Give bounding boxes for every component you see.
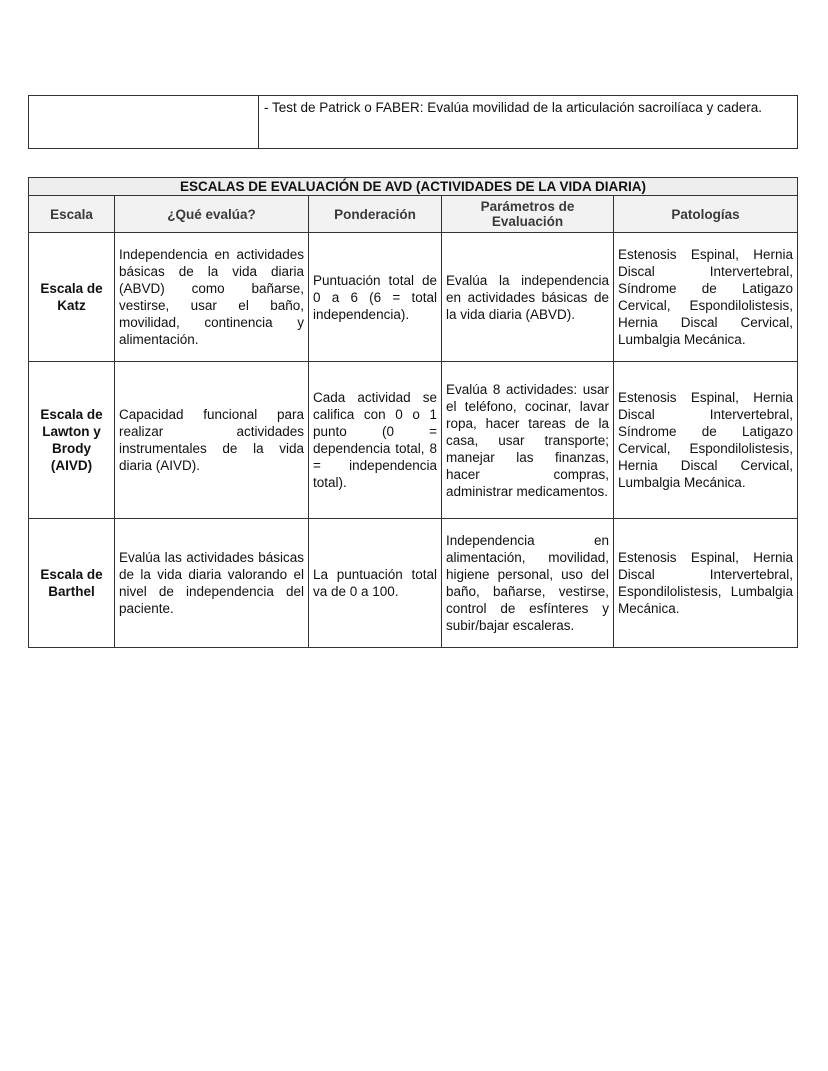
header-escala: Escala [29, 196, 115, 233]
table-title-row [29, 178, 798, 196]
ponderacion-cell: Cada actividad se califica con 0 o 1 punto (0 = dependencia total, 8 = independencia total). [309, 362, 442, 519]
patologias-cell: Estenosis Espinal, Hernia Discal Intervertebral, Síndrome de Latigazo Cervical, Espondilolistesis, Hernia Discal Cervical, Lumbalgia Mecánica. [614, 362, 798, 519]
scale-name: Escala de Lawton y Brody (AIVD) [29, 362, 115, 519]
que-evalua-cell: Evalúa las actividades básicas de la vida diaria valorando el nivel de independencia del paciente. [115, 519, 309, 648]
header-patologias: Patologías [614, 196, 798, 233]
table-header-row [29, 196, 798, 233]
previous-table-fragment [28, 95, 798, 149]
patrick-faber-test-cell: - Test de Patrick o FABER: Evalúa movilidad de la articulación sacroilíaca y cadera. [259, 96, 798, 149]
table-title: ESCALAS DE EVALUACIÓN DE AVD (ACTIVIDADES DE LA VIDA DIARIA) [29, 178, 798, 196]
ponderacion-cell: Puntuación total de 0 a 6 (6 = total independencia). [309, 233, 442, 362]
header-parametros: Parámetros de Evaluación [442, 196, 614, 233]
scale-name: Escala de Barthel [29, 519, 115, 648]
scale-name: Escala de Katz [29, 233, 115, 362]
table-row [29, 233, 798, 362]
avd-scales-table [28, 177, 798, 648]
header-ponderacion: Ponderación [309, 196, 442, 233]
empty-cell [29, 96, 259, 149]
parametros-cell: Evalúa la independencia en actividades básicas de la vida diaria (ABVD). [442, 233, 614, 362]
table-row [29, 362, 798, 519]
ponderacion-cell: La puntuación total va de 0 a 100. [309, 519, 442, 648]
parametros-cell: Independencia en alimentación, movilidad, higiene personal, uso del baño, bañarse, vestirse, control de esfínteres y subir/bajar escaleras. [442, 519, 614, 648]
patologias-cell: Estenosis Espinal, Hernia Discal Intervertebral, Síndrome de Latigazo Cervical, Espondilolistesis, Hernia Discal Cervical, Lumbalgia Mecánica. [614, 233, 798, 362]
header-que-evalua: ¿Qué evalúa? [115, 196, 309, 233]
table-row [29, 96, 798, 149]
que-evalua-cell: Capacidad funcional para realizar actividades instrumentales de la vida diaria (AIVD). [115, 362, 309, 519]
parametros-cell: Evalúa 8 actividades: usar el teléfono, cocinar, lavar ropa, hacer tareas de la casa, usar transporte; manejar las finanzas, hacer compras, administrar medicamentos. [442, 362, 614, 519]
que-evalua-cell: Independencia en actividades básicas de la vida diaria (ABVD) como bañarse, vestirse, usar el baño, movilidad, continencia y alimentación. [115, 233, 309, 362]
table-row [29, 519, 798, 648]
patologias-cell: Estenosis Espinal, Hernia Discal Intervertebral, Espondilolistesis, Lumbalgia Mecánica. [614, 519, 798, 648]
